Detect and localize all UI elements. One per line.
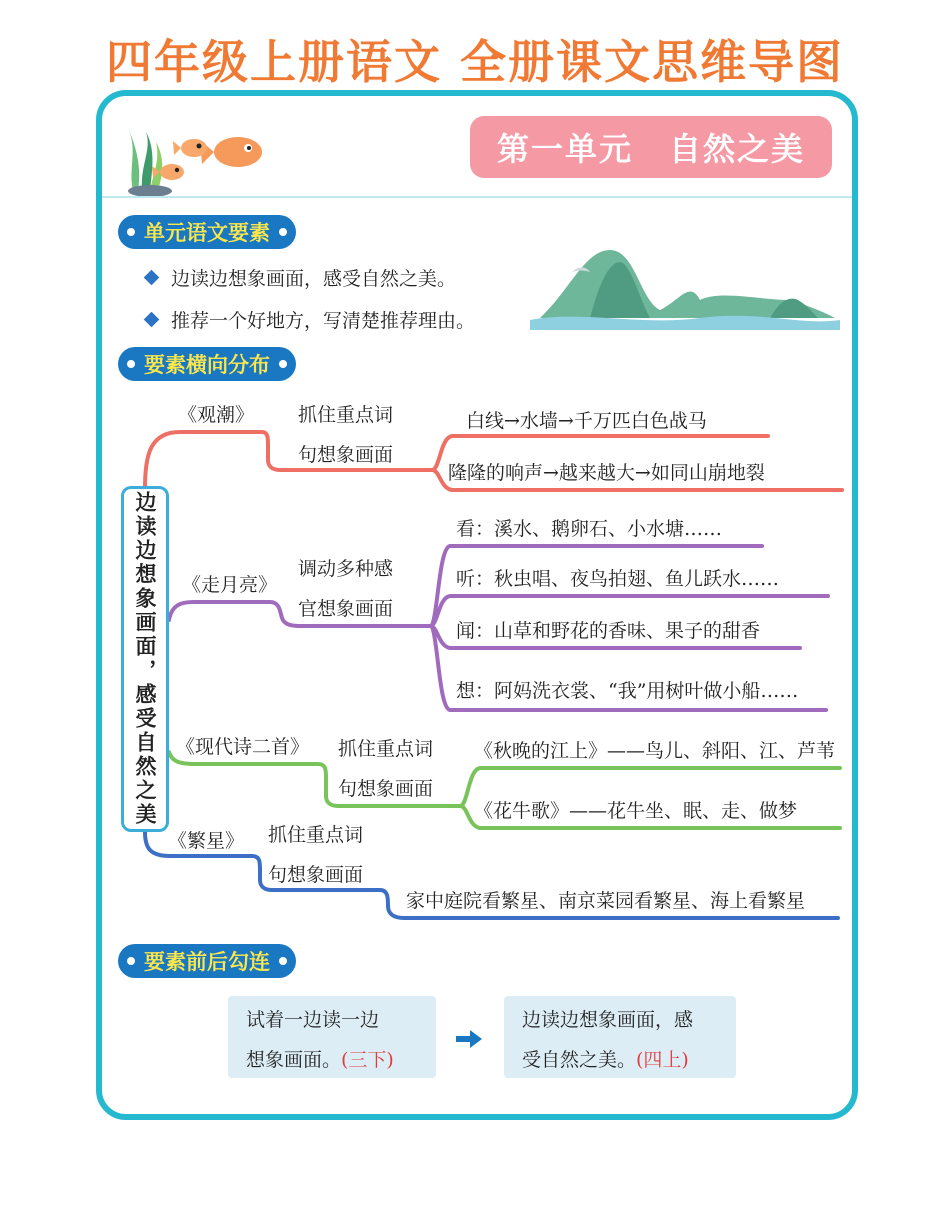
lesson-title: 《现代诗二首》 bbox=[176, 736, 310, 758]
unit-number: 第一单元 bbox=[496, 130, 633, 168]
link-box-previous: 试着一边读一边 想象画面。(三下) bbox=[228, 996, 436, 1078]
method-text: 抓住重点词 bbox=[298, 404, 394, 426]
lesson-title: 《走月亮》 bbox=[182, 574, 278, 596]
diamond-bullet-icon bbox=[144, 270, 160, 286]
unit-banner bbox=[470, 116, 832, 178]
detail-text: 隆隆的响声→越来越大→如同山崩地裂 bbox=[448, 462, 765, 484]
detail-text: 家中庭院看繁星、南京菜园看繁星、海上看繁星 bbox=[406, 890, 806, 912]
section-requirements: 单元语文要素 bbox=[118, 215, 296, 249]
diamond-bullet-icon bbox=[144, 312, 160, 328]
arrow-right-icon bbox=[456, 1030, 482, 1048]
mindmap-center-text: 边读边想象画面，感受自然之美 bbox=[133, 491, 158, 827]
detail-text: 《秋晚的江上》——鸟儿、斜阳、江、芦苇 bbox=[474, 740, 836, 762]
lesson-title: 《观潮》 bbox=[178, 404, 255, 426]
detail-text: 看：溪水、鹅卵石、小水塘…… bbox=[456, 518, 723, 540]
requirement-item: 边读边想象画面，感受自然之美。 bbox=[146, 264, 456, 291]
detail-text: 闻：山草和野花的香味、果子的甜香 bbox=[456, 620, 761, 642]
section-horizontal: 要素横向分布 bbox=[118, 347, 296, 381]
mountain-landscape-icon bbox=[530, 250, 840, 330]
grade-tag: (三下) bbox=[341, 1049, 394, 1071]
header-divider bbox=[102, 196, 852, 198]
lesson-title: 《繁星》 bbox=[168, 830, 245, 852]
method-text: 句想象画面 bbox=[298, 444, 394, 466]
section-links: 要素前后勾连 bbox=[118, 944, 296, 978]
method-text: 句想象画面 bbox=[338, 778, 434, 800]
grade-tag: (四上) bbox=[636, 1049, 689, 1071]
link-box-current: 边读边想象画面，感 受自然之美。(四上) bbox=[504, 996, 736, 1078]
detail-text: 想：阿妈洗衣裳、“我”用树叶做小船…… bbox=[456, 680, 799, 702]
page-title: 四年级上册语文 全册课文思维导图 bbox=[105, 35, 844, 89]
method-text: 句想象画面 bbox=[268, 864, 364, 886]
seaweed-icon bbox=[128, 128, 172, 197]
method-text: 调动多种感 bbox=[298, 558, 394, 580]
detail-text: 白线→水墙→千万匹白色战马 bbox=[466, 410, 707, 432]
method-text: 抓住重点词 bbox=[268, 824, 364, 846]
method-text: 官想象画面 bbox=[298, 598, 394, 620]
unit-theme: 自然之美 bbox=[669, 130, 806, 168]
fish-icon bbox=[152, 137, 262, 180]
requirement-item: 推荐一个好地方，写清楚推荐理由。 bbox=[146, 306, 475, 333]
method-text: 抓住重点词 bbox=[338, 738, 434, 760]
mindmap-center bbox=[121, 486, 169, 832]
detail-text: 听：秋虫唱、夜鸟拍翅、鱼儿跃水…… bbox=[456, 568, 780, 590]
detail-text: 《花牛歌》——花牛坐、眠、走、做梦 bbox=[474, 800, 798, 822]
